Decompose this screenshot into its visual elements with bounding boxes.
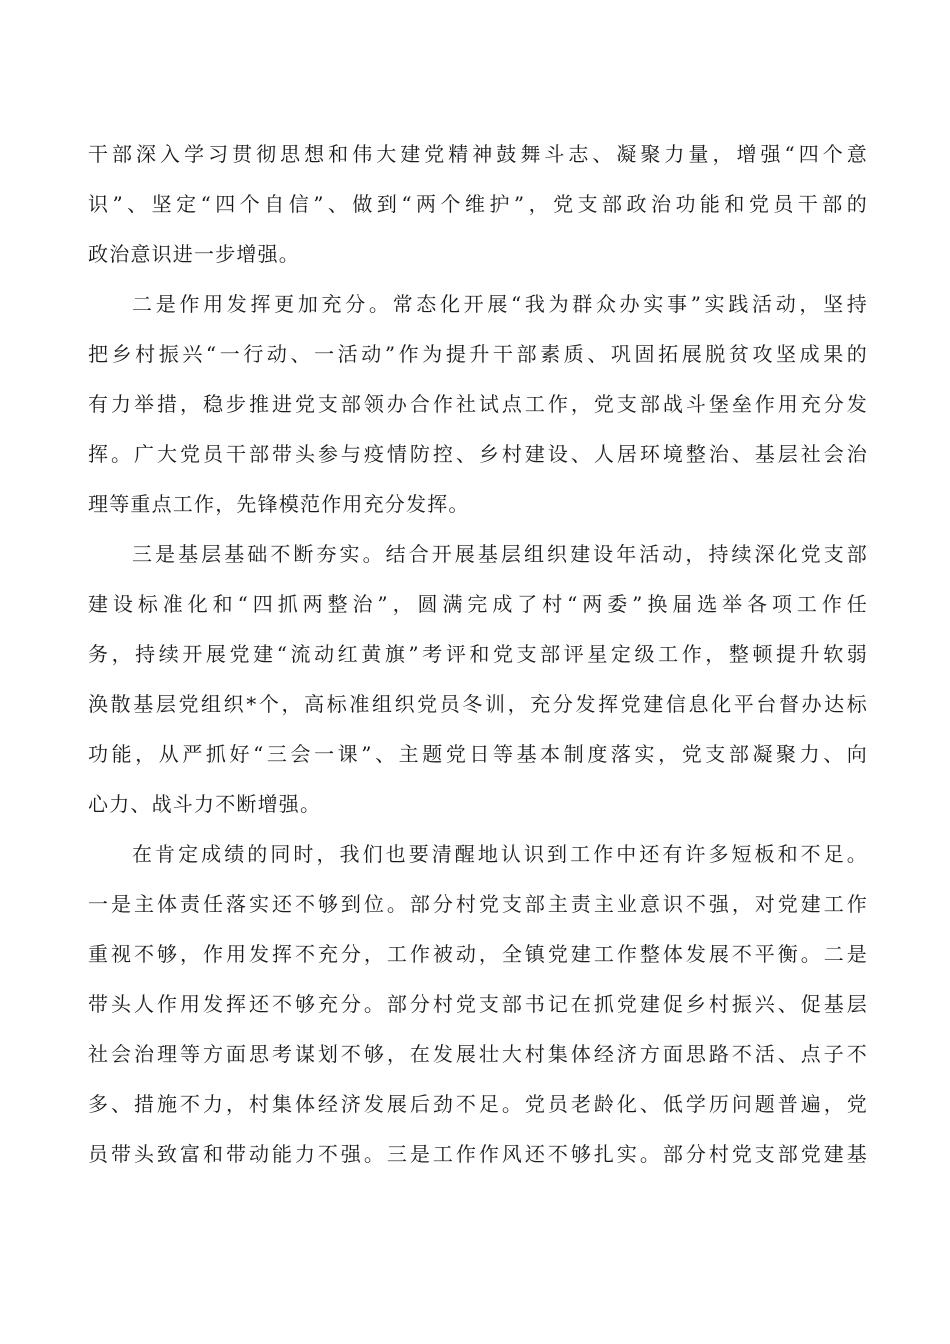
text-line: 挥。广大党员干部带头参与疫情防控、乡村建设、人居环境整治、基层社会治: [88, 442, 868, 466]
text-line: 有力举措，稳步推进党支部领办合作社试点工作，党支部战斗堡垒作用充分发: [88, 392, 868, 416]
text-line: 社会治理等方面思考谋划不够，在发展壮大村集体经济方面思路不活、点子不: [88, 1042, 868, 1066]
text-line: 政治意识进一步增强。: [88, 242, 300, 266]
text-line: 心力、战斗力不断增强。: [88, 792, 322, 816]
text-line: 建设标准化和“四抓两整治”，圆满完成了村“两委”换届选举各项工作任: [88, 592, 868, 616]
paragraph-start-line: 在肯定成绩的同时，我们也要清醒地认识到工作中还有许多短板和不足。: [132, 842, 868, 866]
document-body: [88, 129, 868, 1179]
text-line: 干部深入学习贯彻思想和伟大建党精神鼓舞斗志、凝聚力量，增强“四个意: [88, 142, 868, 166]
paragraph-start-line: 三是基层基础不断夯实。结合开展基层组织建设年活动，持续深化党支部: [132, 542, 868, 566]
text-line: 带头人作用发挥还不够充分。部分村党支部书记在抓党建促乡村振兴、促基层: [88, 992, 868, 1016]
text-line: 理等重点工作，先锋模范作用充分发挥。: [88, 492, 470, 516]
text-line: 功能，从严抓好“三会一课”、主题党日等基本制度落实，党支部凝聚力、向: [88, 742, 868, 766]
text-line: 多、措施不力，村集体经济发展后劲不足。党员老龄化、低学历问题普遍，党: [88, 1092, 868, 1116]
text-line: 涣散基层党组织*个，高标准组织党员冬训，充分发挥党建信息化平台督办达标: [88, 692, 868, 716]
text-line: 重视不够，作用发挥不充分，工作被动，全镇党建工作整体发展不平衡。二是: [88, 942, 868, 966]
paragraph-start-line: 二是作用发挥更加充分。常态化开展“我为群众办实事”实践活动，坚持: [132, 292, 868, 316]
text-line: 务，持续开展党建“流动红黄旗”考评和党支部评星定级工作，整顿提升软弱: [88, 642, 868, 666]
text-line: 一是主体责任落实还不够到位。部分村党支部主责主业意识不强，对党建工作: [88, 892, 868, 916]
text-line: 员带头致富和带动能力不强。三是工作作风还不够扎实。部分村党支部党建基: [88, 1142, 868, 1166]
text-line: 把乡村振兴“一行动、一活动”作为提升干部素质、巩固拓展脱贫攻坚成果的: [88, 342, 868, 366]
text-line: 识”、坚定“四个自信”、做到“两个维护”，党支部政治功能和党员干部的: [88, 192, 868, 216]
